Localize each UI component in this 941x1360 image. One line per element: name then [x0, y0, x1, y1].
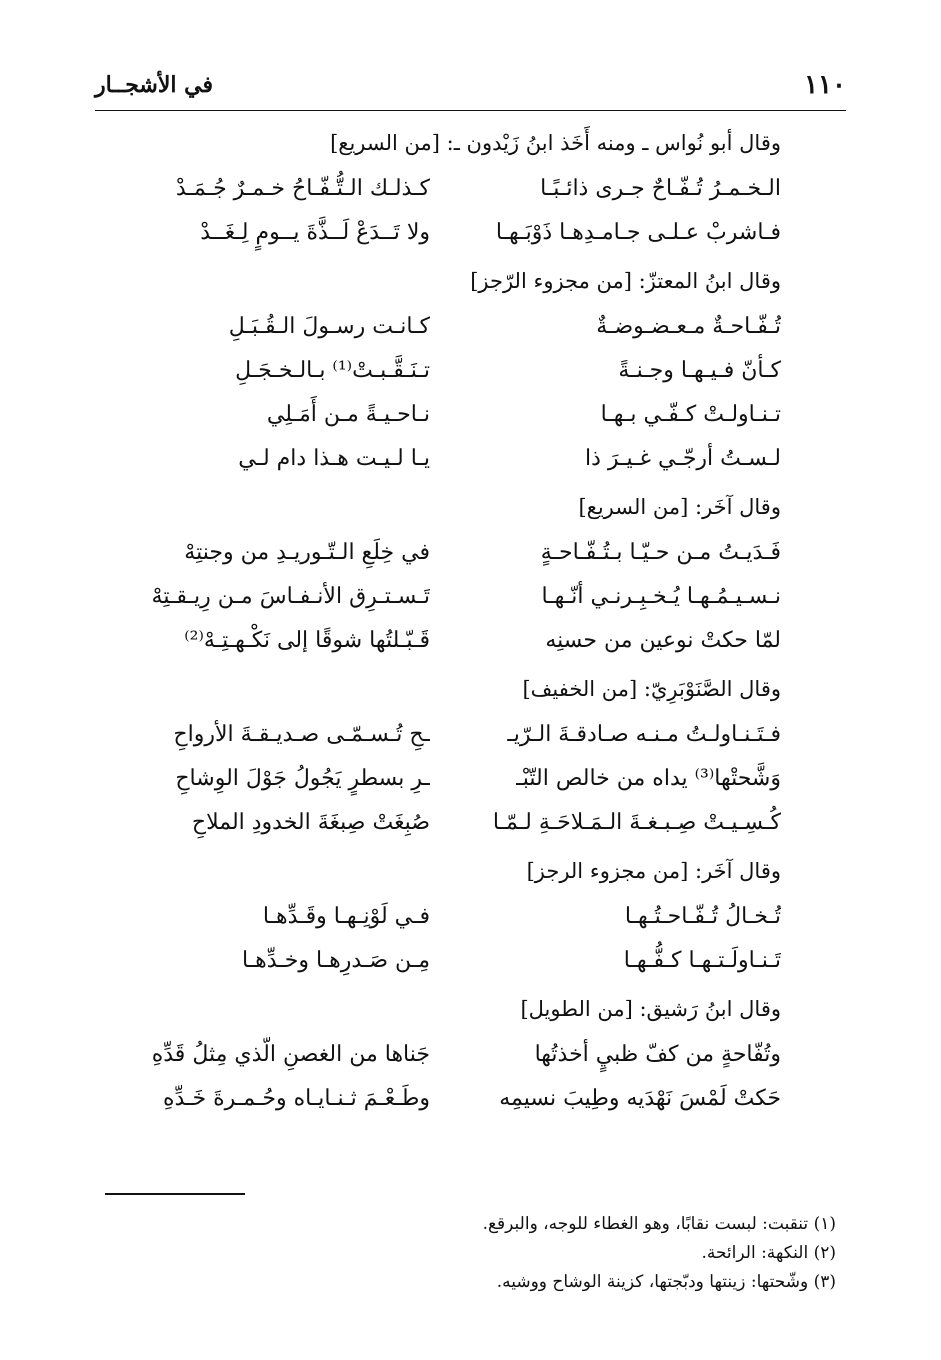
poem-group [130, 991, 781, 1121]
first-hemistich: وتُفّاحةٍ من كفّ ظبيٍ أخذتُها [534, 1042, 781, 1067]
page-number: ١١٠ [804, 70, 846, 100]
second-hemistich: ـحِ تُـسـمّـى صـديـقـةَ الأرواحِ [173, 722, 430, 747]
second-hemistich: ـرِ بسطرٍ يَجُولُ جَوْلَ الوِشاحِ [175, 766, 430, 791]
page-header [95, 70, 846, 111]
poem-intro: وقال ابنُ المعتزّ: [من مجزوء الرّجز] [470, 269, 781, 293]
poem-group [130, 489, 781, 663]
second-hemistich: في خِلَعِ الـتّـوريـدِ من وجنتِهْ [184, 540, 430, 565]
first-hemistich: لـسـتُ أرجّـي غـيـرَ ذا [584, 446, 781, 471]
verse-line [130, 211, 781, 255]
verse-line [130, 575, 781, 619]
first-hemistich: تـنـاولـتْ كـفّـي بـهـا [600, 402, 781, 427]
first-hemistich: نـسـيـمُـهـا يُـخـبِـرنـي أنّـهـا [541, 584, 781, 609]
verse-line [130, 1077, 781, 1121]
footnote: (٢) النكهة: الرائحة. [701, 1243, 836, 1263]
second-hemistich: جَناها من الغصنِ الّذي مِثلُ قَدِّهِ [151, 1042, 430, 1067]
footnote: (٣) وشّحتها: زينتها ودبّجتها، كزينة الوشاح ووشيه. [496, 1272, 836, 1292]
second-hemistich: مِـن صَـدرِهـا وخـدِّهـا [242, 948, 430, 973]
footnotes [95, 1210, 836, 1297]
second-hemistich: كـانـت رسـولَ الـقُـبَـلِ [228, 314, 430, 339]
verse-line [130, 349, 781, 393]
verse-line [130, 939, 781, 983]
poem-content [130, 125, 781, 1129]
verse-line [130, 619, 781, 663]
first-hemistich: تُـفّـاحـةٌ مـعـضـوضـةٌ [596, 314, 781, 339]
running-title: في الأشجــار [95, 72, 214, 98]
poem-group [130, 263, 781, 481]
verse-line [130, 167, 781, 211]
verse-line [130, 531, 781, 575]
second-hemistich: نـاحـيـةً مـن أَمَـلِي [266, 402, 430, 427]
first-hemistich: حَكتْ لَمْسَ نَهْدَيه وطِيبَ نسيمِه [499, 1086, 781, 1111]
verse-line [130, 801, 781, 845]
second-hemistich: كـذلـك الـتُّـفّـاحُ خـمـرٌ جُـمَـدْ [175, 176, 430, 201]
first-hemistich: فـتَـنـاولـتُ مـنـه صـادقـةَ الـرّيـ [507, 722, 781, 747]
verse-line [130, 713, 781, 757]
verse-line [130, 305, 781, 349]
second-hemistich: يـا لـيـت هـذا دام لـي [238, 446, 430, 471]
verse-line [130, 895, 781, 939]
first-hemistich: وَشَّحتْها⁽³⁾ يداه من خالص التّبْـ [516, 766, 781, 791]
verse-line [130, 757, 781, 801]
first-hemistich: فَـدَيـتُ مـن حـيّـا بـتُـفّـاحـةٍ [540, 540, 781, 565]
poem-intro: وقال ابنُ رَشيق: [من الطويل] [520, 997, 781, 1021]
footnote-divider [105, 1193, 245, 1195]
poem-intro: وقال آخَر: [من مجزوء الرجز] [526, 859, 781, 883]
first-hemistich: كُـسِـيـتْ صِـبـغـةَ الـمَـلاحَـةِ لـمّـا [492, 810, 781, 835]
second-hemistich: تـنَـقَّـبـتْ⁽¹⁾ بـالـخـجَـلِ [235, 358, 430, 383]
first-hemistich: فـاشربْ عـلـى جـامـدِهـا ذَوْبَـهـا [495, 220, 781, 245]
verse-line [130, 1033, 781, 1077]
poem-group [130, 853, 781, 983]
poem-intro: وقال آخَر: [من السريع] [578, 495, 781, 519]
footnote: (١) تنقبت: لبست نقابًا، وهو الغطاء للوجه، والبرقع. [482, 1214, 836, 1234]
poem-group [130, 125, 781, 255]
poem-intro: وقال أبو نُواس ـ ومنه أَخَذ ابنُ زَيْدون ـ: [من السريع] [330, 131, 781, 155]
first-hemistich: الـخـمـرُ تُـفّـاحٌ جـرى ذائـبًـا [540, 176, 781, 201]
first-hemistich: تُـخـالُ تُـفّـاحـتُـهـا [624, 904, 781, 929]
second-hemistich: تَـسـتـرِق الأنـفـاسَ مـن رِيـقـتِهْ [151, 584, 430, 609]
second-hemistich: صُبِغَتْ صِبغَةَ الخدودِ الملاحِ [191, 810, 430, 835]
first-hemistich: لمّا حكتْ نوعين من حسنِه [545, 628, 781, 653]
verse-line [130, 393, 781, 437]
verse-line [130, 437, 781, 481]
second-hemistich: ولا تَــدَعْ لَــذَّةَ يــومٍ لِـغَــدْ [200, 220, 430, 245]
second-hemistich: قَـبّـلتُها شوقًا إلى نَكْـهـتِـهْ⁽²⁾ [184, 628, 430, 653]
first-hemistich: تَـنـاولَـتـهـا كـفُّـهـا [623, 948, 781, 973]
poem-intro: وقال الصَّنَوْبَرِيّ: [من الخفيف] [522, 677, 781, 701]
first-hemistich: كـأنّ فـيـهـا وجـنـةً [618, 358, 781, 383]
second-hemistich: فـي لَوْنِـهـا وقَـدِّهـا [262, 904, 430, 929]
poem-group [130, 671, 781, 845]
second-hemistich: وطَـعْـمَ ثـنـايـاه وحُـمـرةَ خَـدِّهِ [162, 1086, 430, 1111]
